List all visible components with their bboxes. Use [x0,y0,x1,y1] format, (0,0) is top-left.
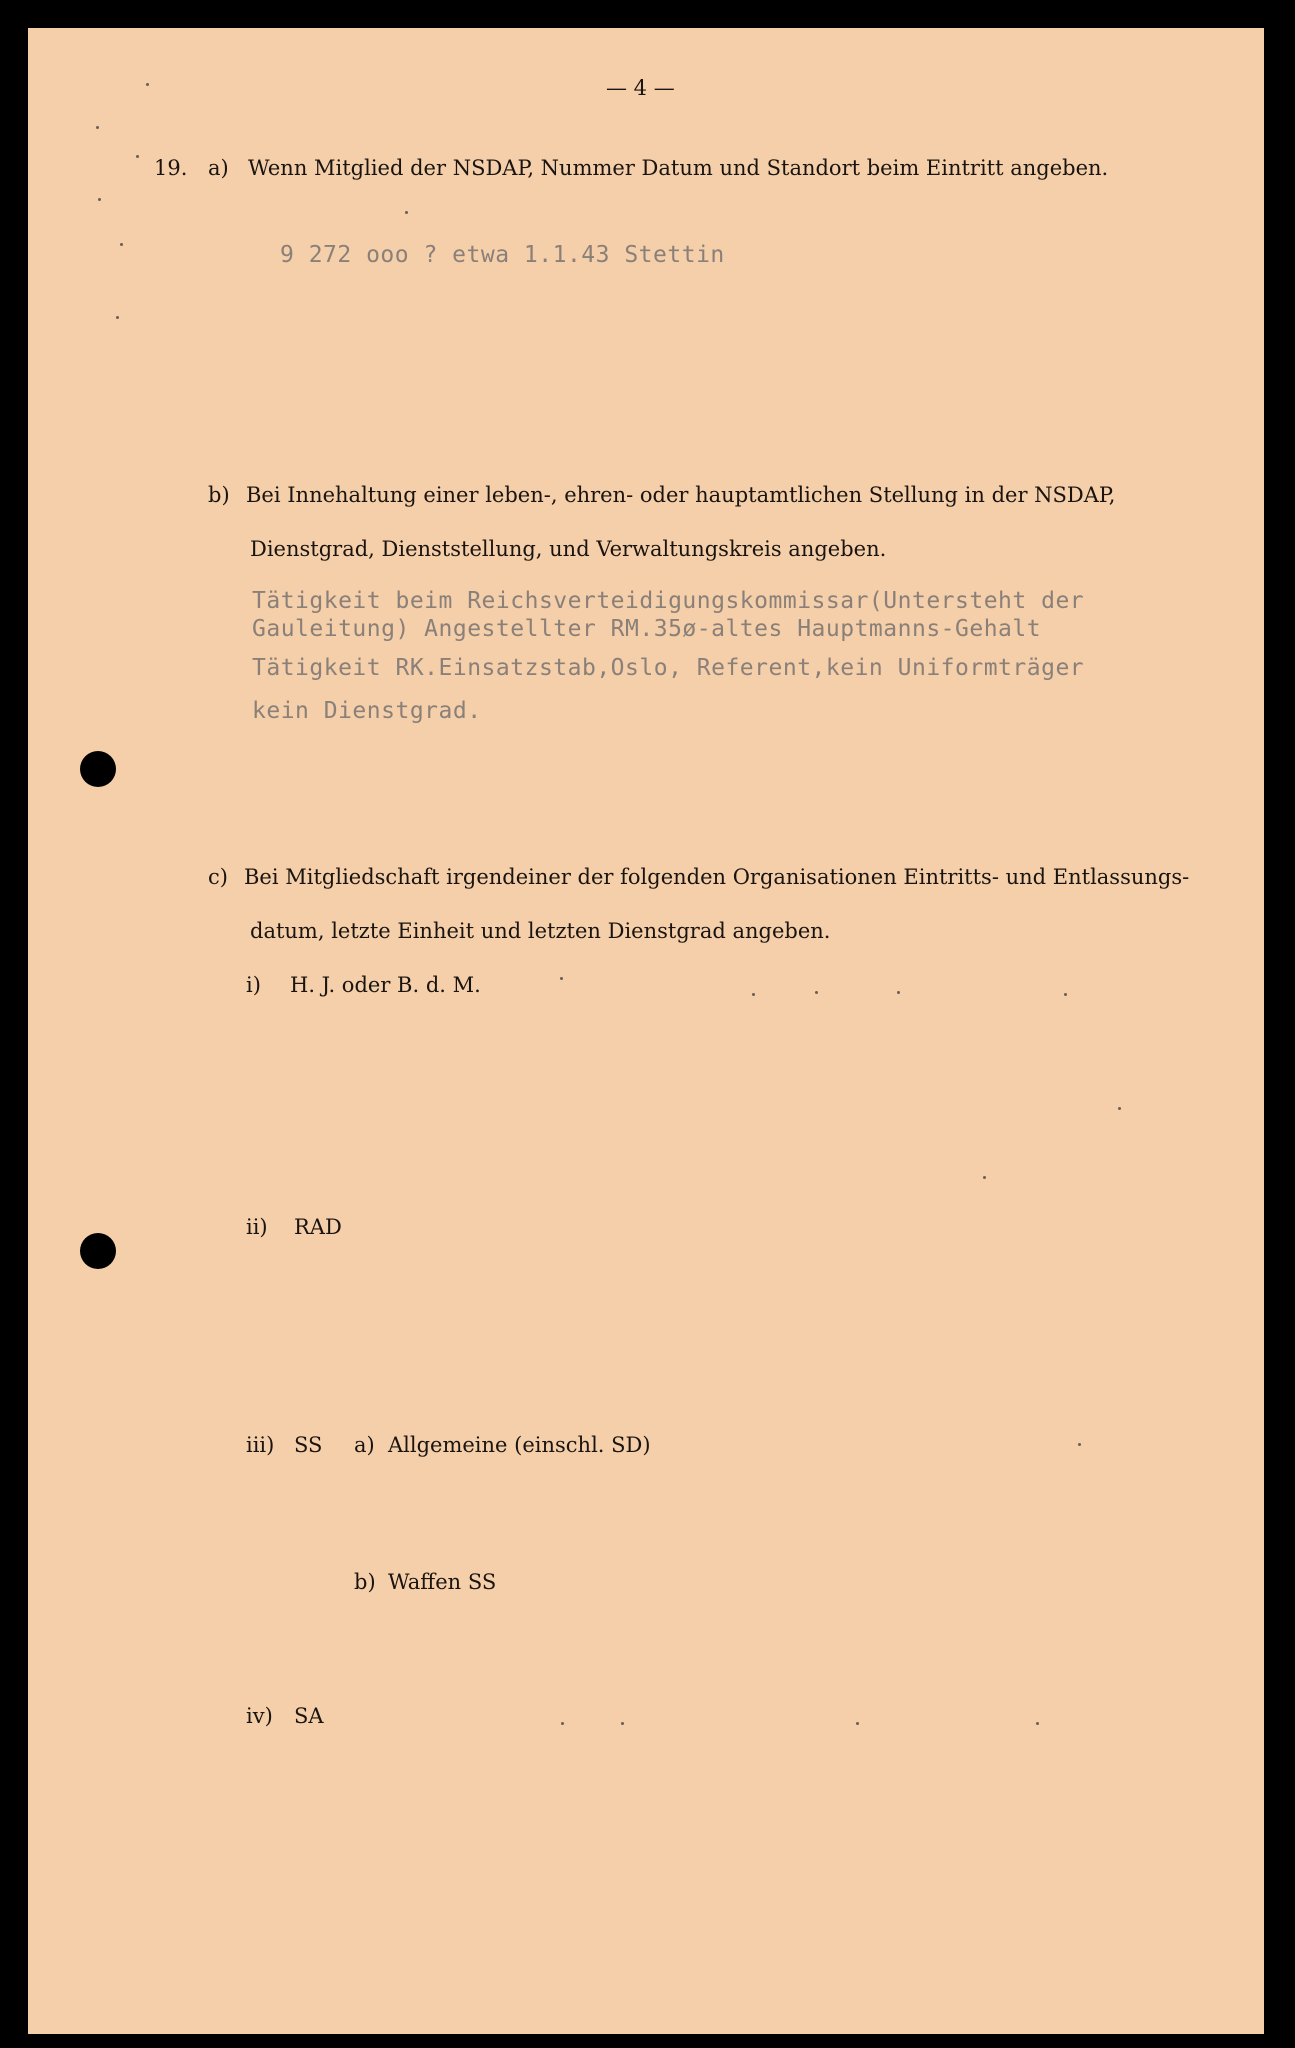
paper-speck [1036,1722,1039,1725]
paper-speck [752,993,755,996]
q19a-answer: 9 272 ooo ? etwa 1.1.43 Stettin [280,242,725,268]
paper-speck [815,991,818,994]
paper-speck [146,83,149,86]
q19b-question-line1: Bei Innehaltung einer leben-, ehren- oder hauptamtlichen Stellung in der NSDAP, [246,483,1116,507]
q19c-question-line2: datum, letzte Einheit und letzten Dienstgrad angeben. [250,919,831,943]
punch-hole [80,1233,116,1269]
q19b-question-line2: Dienstgrad, Dienststellung, und Verwaltungskreis angeben. [250,537,887,561]
item-iii-b-label: b) [354,1570,376,1594]
item-iv-text: SA [294,1704,324,1728]
item-iv-label: iv) [246,1704,273,1728]
paper-speck [560,977,563,980]
item-iii-label: iii) [246,1433,275,1457]
paper-speck [983,1176,986,1179]
item-i-text: H. J. oder B. d. M. [290,973,481,997]
paper-speck [96,126,99,129]
item-iii-a-label: a) [354,1433,375,1457]
document-page [28,28,1264,2034]
punch-hole [80,751,116,787]
q19b-answer-line4: kein Dienstgrad. [252,698,482,724]
question-number: 19. [154,156,188,180]
paper-speck [561,1722,564,1725]
paper-speck [1064,993,1067,996]
item-ii-label: ii) [246,1215,268,1239]
item-i-label: i) [246,973,261,997]
paper-speck [1118,1107,1121,1110]
page-number: — 4 — [606,76,675,100]
item-iii-text: SS [294,1433,323,1457]
q19c-label: c) [208,865,228,889]
q19a-label: a) [208,156,229,180]
q19a-question: Wenn Mitglied der NSDAP, Nummer Datum und Standort beim Eintritt angeben. [248,156,1109,180]
q19b-answer-line3: Tätigkeit RK.Einsatzstab,Oslo, Referent,kein Uniformträger [252,655,1085,681]
q19b-label: b) [208,483,230,507]
q19b-answer-line1: Tätigkeit beim Reichsverteidigungskommissar(Untersteht der [252,588,1085,614]
item-iii-a-text: Allgemeine (einschl. SD) [388,1433,651,1457]
paper-speck [136,155,139,158]
paper-speck [98,198,101,201]
paper-speck [897,991,900,994]
paper-speck [621,1722,624,1725]
paper-speck [856,1722,859,1725]
paper-speck [116,316,119,319]
paper-speck [405,211,408,214]
q19c-question-line1: Bei Mitgliedschaft irgendeiner der folgenden Organisationen Eintritts- und Entlassungs- [244,865,1190,889]
paper-speck [120,243,123,246]
item-iii-b-text: Waffen SS [388,1570,497,1594]
q19b-answer-line2: Gauleitung) Angestellter RM.35ø-altes Hauptmanns-Gehalt [252,616,1042,642]
item-ii-text: RAD [294,1215,342,1239]
paper-speck [1078,1443,1081,1446]
